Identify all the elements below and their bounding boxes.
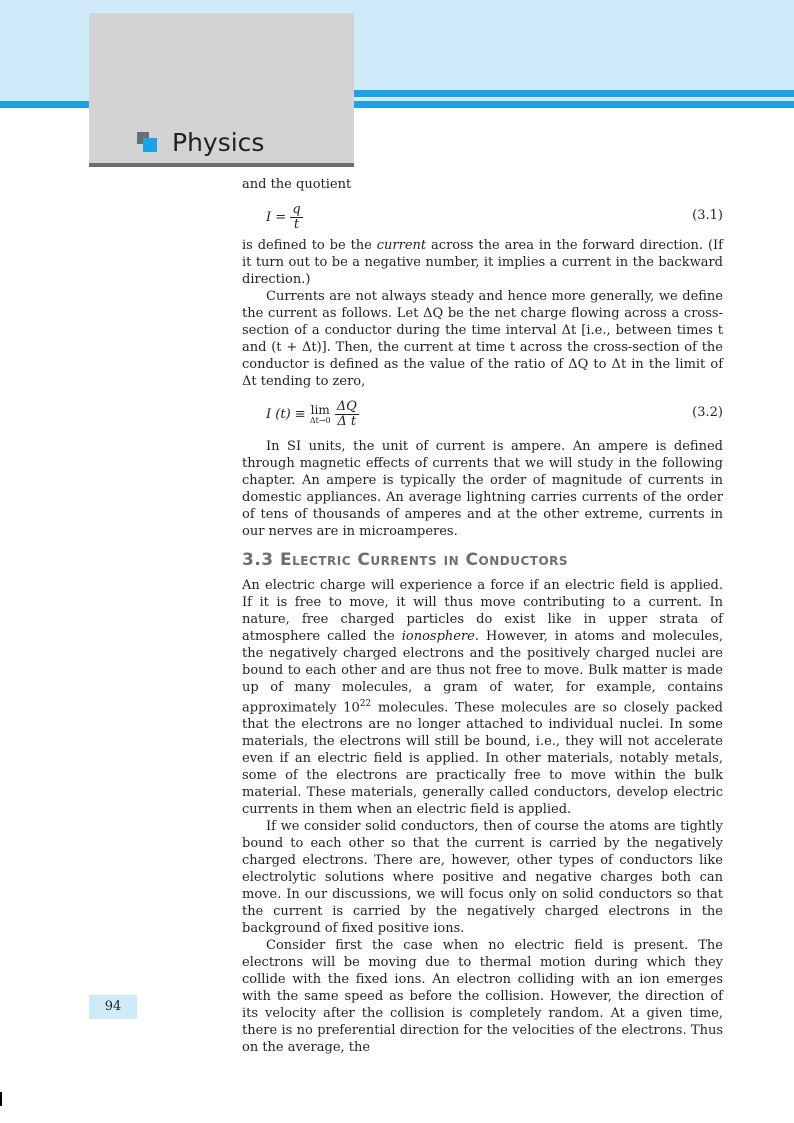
section-title: Electric Currents in Conductors [280, 550, 569, 570]
section-number: 3.3 [242, 550, 274, 570]
paragraph-no-field: Consider first the case when no electric field is present. The electrons will be moving due to thermal motion during which they collide with the fixed ions. An electron colliding with an ion emerges with the same speed as before the collision. However, the direction of its velocity after the collision is completely random. At a given time, there is no preferential direction for the velocities of the electrons. Thus on the average, the [242, 938, 723, 1056]
equation-3-1-lhs: I = [266, 210, 287, 225]
equation-3-2-fraction [335, 400, 359, 429]
paragraph-text: . However, in atoms and molecules, the negatively charged electrons and the positively charged nuclei are bound to each other and are thus not free to move. Bulk matter is made up of many molecules, a gram of water, for example, contains approximately 10 [242, 629, 723, 716]
equation-3-1-fraction [290, 203, 302, 232]
equation-3-1-denominator: t [293, 217, 300, 232]
subject-title: Physics [172, 128, 265, 157]
section-heading [242, 552, 723, 569]
header-accent-line-thin [354, 90, 794, 97]
logo-square-blue-icon [143, 138, 157, 152]
emphasis-current: current [376, 238, 427, 253]
paragraph-general-current: Currents are not always steady and hence more generally, we define the current as follows. Let ΔQ be the net charge flowing across a cross-section of a conductor during the time interval Δt [i.e., between times t and (t + Δt)]. Then, the current at time t across the cross-section of the conductor is defined as the value of the ratio of ΔQ to Δt in the limit of Δt tending to zero, [242, 289, 723, 389]
crop-mark-bottom [0, 1092, 2, 1106]
main-text-column [242, 176, 723, 1056]
intro-line: and the quotient [242, 177, 352, 192]
equation-3-1-numerator: q [292, 202, 301, 217]
paragraph-solid-conductors: If we consider solid conductors, then of course the atoms are tightly bound to each other so that the current is carried by the negatively charged electrons. There are, however, other types of conductors like electrolytic solutions where positive and negative charges both can move. In our discussions, we will focus only on solid conductors so that the current is carried by the negatively charged electrons in the background of fixed positive ions. [242, 819, 723, 937]
emphasis-ionosphere: ionosphere [401, 629, 475, 644]
paragraph-si-units: In SI units, the unit of current is ampere. An ampere is defined through magnetic effects of currents that we will study in the following chapter. An ampere is typically the order of magnitude of currents in domestic appliances. An average lightning carries currents of the order of tens of thousands of amperes and at the other extreme, currents in our nerves are in microamperes. [242, 439, 723, 539]
exponent: 22 [359, 699, 372, 709]
page-number-box [89, 995, 137, 1019]
limit-subscript: Δt→0 [309, 415, 331, 425]
page-number: 94 [104, 999, 122, 1014]
paragraph-text: An electric charge will experience a force if an electric field is applied. If it is free to move, it will thus move contributing to a current. In nature, free charged particles do exist like in upper strata of atmosphere called the [242, 578, 723, 644]
chapter-tab-rule [89, 163, 354, 167]
paragraph-text: is defined to be the [242, 238, 377, 253]
equation-3-2-lhs: I (t) ≡ [266, 407, 306, 422]
limit-operator: lim [310, 402, 330, 417]
equation-3-2-expression [266, 400, 359, 429]
paragraph-text: molecules. These molecules are so closely packed that the electrons are no longer attached to individual nuclei. In some materials, the electrons will still be bound, i.e., they will not accelerate even if an electric field is applied. In other materials, notably metals, some of the electrons are practically free to move within the bulk material. These materials, generally called conductors, develop electric currents in them when an electric field is applied. [242, 700, 723, 818]
equation-3-1-label: (3.1) [692, 208, 723, 223]
equation-3-2-label: (3.2) [692, 405, 723, 420]
paragraph-text: across the area in the forward direction. (If it turn out to be a negative number, it implies a current in the backward direction.) [242, 238, 723, 287]
equation-3-2-limit [310, 404, 331, 426]
paragraph-conductors-intro [242, 577, 723, 818]
equation-3-2-numerator: ΔQ [336, 399, 357, 414]
equation-3-1-expression [266, 203, 303, 232]
equation-3-2-denominator: Δ t [337, 414, 357, 429]
equation-3-1 [242, 199, 723, 231]
paragraph-current-definition [242, 237, 723, 288]
equation-3-2 [242, 396, 723, 432]
